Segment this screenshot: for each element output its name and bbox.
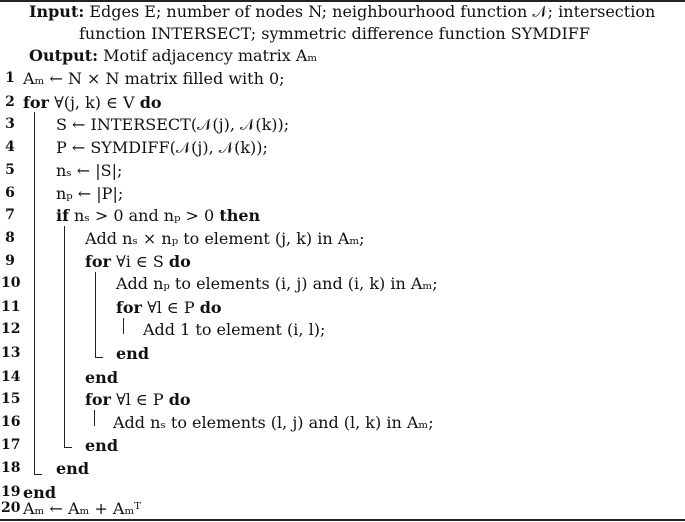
input-line-1: [29, 1, 655, 23]
line-number: 20: [1, 500, 21, 516]
if-block-tick: [64, 447, 72, 448]
bottom-rule: [0, 519, 685, 521]
line-number: 19: [1, 484, 21, 500]
keyword-end: end: [85, 368, 118, 387]
line-number: 18: [1, 460, 21, 476]
line-number: 7: [5, 207, 15, 223]
line-number: 16: [1, 414, 21, 430]
for-s-block-bar: [95, 272, 96, 357]
output-text: Motif adjacency matrix Aₘ: [103, 46, 318, 65]
line-number: 10: [1, 275, 21, 291]
line-number: 15: [1, 391, 21, 407]
keyword-for: for: [85, 390, 111, 409]
keyword-for: for: [23, 93, 49, 112]
output-label: Output:: [29, 46, 99, 65]
line-code: nₚ ← |P|;: [56, 184, 124, 203]
keyword-if: if: [56, 206, 69, 225]
keyword-end: end: [56, 459, 89, 478]
line-code: P ← SYMDIFF(𝒩(j), 𝒩(k));: [56, 138, 268, 157]
keyword-then: then: [219, 206, 261, 225]
line-number: 2: [5, 94, 15, 110]
line-code: Aₘ ← Aₘ + Aₘᵀ: [23, 499, 141, 518]
for-p-inner-block-bar: [123, 318, 124, 334]
line-number: 14: [1, 369, 21, 385]
keyword-end: end: [116, 344, 149, 363]
input-text-2: function INTERSECT; symmetric difference function SYMDIFF: [79, 24, 590, 43]
keyword-end: end: [23, 483, 56, 502]
if-block-bar: [64, 226, 65, 447]
line-code: S ← INTERSECT(𝒩(j), 𝒩(k));: [56, 115, 290, 134]
line-code: Add 1 to element (i, l);: [143, 320, 326, 339]
input-label: Input:: [29, 2, 85, 21]
line-code: nₛ ← |S|;: [56, 161, 123, 180]
line-number: 4: [5, 139, 15, 155]
line-number: 9: [5, 253, 15, 269]
line-number: 5: [5, 162, 15, 178]
line-number: 8: [5, 230, 15, 246]
line-code: ∀l ∈ P: [141, 298, 200, 317]
input-line-2: [79, 23, 590, 45]
keyword-for: for: [116, 298, 142, 317]
line-code: Aₘ ← N × N matrix filled with 0;: [23, 69, 285, 88]
line-number: 6: [5, 185, 15, 201]
line-number: 11: [1, 299, 21, 315]
line-number: 17: [1, 437, 21, 453]
keyword-do: do: [168, 390, 191, 409]
for-s-block-tick: [95, 357, 103, 358]
line-code: ∀(j, k) ∈ V: [48, 93, 140, 112]
keyword-do: do: [168, 252, 191, 271]
line-code: ∀i ∈ S: [110, 252, 169, 271]
for-p-block-bar: [94, 410, 95, 426]
line-code: Add nₚ to elements (i, j) and (i, k) in Aₘ;: [116, 274, 438, 293]
keyword-end: end: [85, 436, 118, 455]
line-number: 12: [1, 321, 21, 337]
for-block-bar: [34, 112, 35, 474]
line-code: ∀l ∈ P: [110, 390, 169, 409]
line-number: 13: [1, 345, 21, 361]
line-number: 1: [5, 70, 15, 86]
line-number: 3: [5, 116, 15, 132]
input-text-1: Edges E; number of nodes N; neighbourhood function 𝒩; intersection: [89, 2, 656, 21]
keyword-do: do: [199, 298, 222, 317]
keyword-do: do: [139, 93, 162, 112]
line-code: nₛ > 0 and nₚ > 0: [68, 206, 220, 225]
output-line: [29, 45, 317, 67]
line-code: Add nₛ to elements (l, j) and (l, k) in Aₘ;: [113, 413, 434, 432]
line-code: Add nₛ × nₚ to element (j, k) in Aₘ;: [85, 229, 365, 248]
for-block-tick: [34, 474, 42, 475]
keyword-for: for: [85, 252, 111, 271]
